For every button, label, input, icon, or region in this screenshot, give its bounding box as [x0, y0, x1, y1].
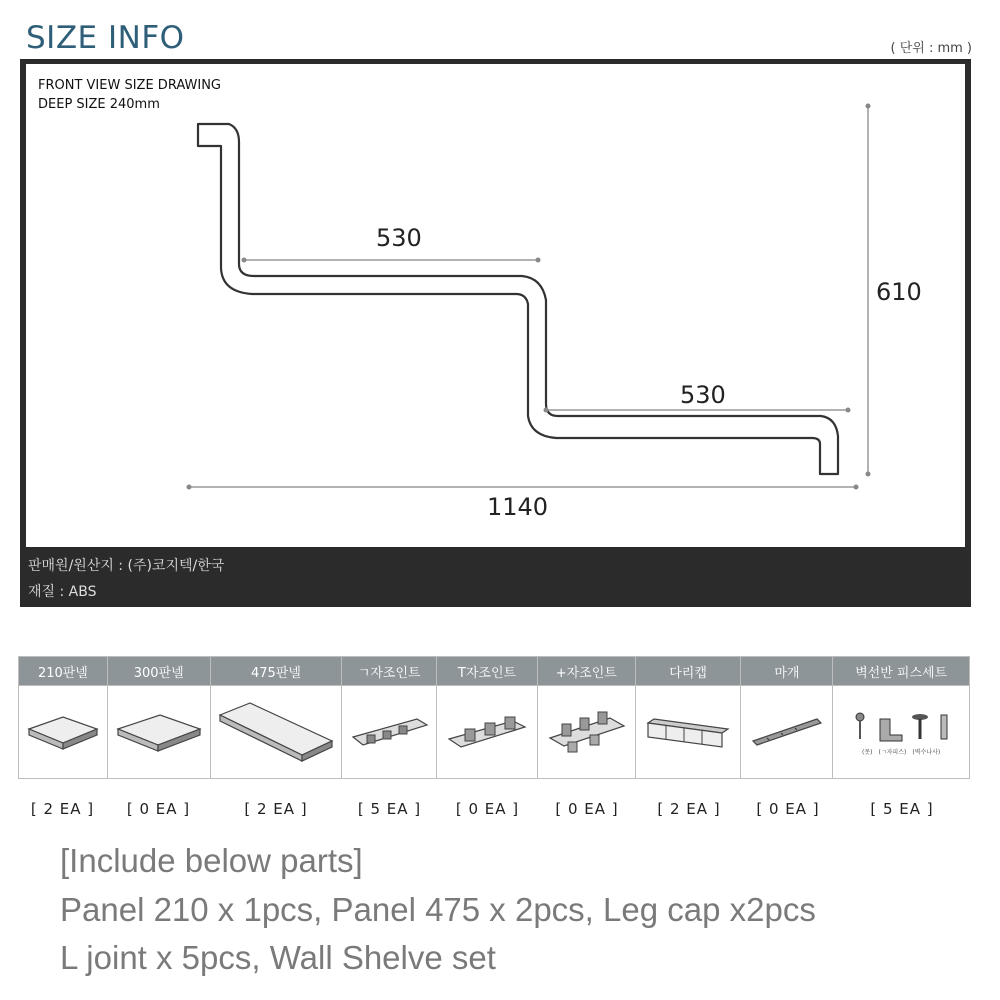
drawing-frame	[20, 59, 971, 607]
drawing-caption-depth: DEEP SIZE 240mm	[38, 97, 160, 112]
panel-large-icon	[216, 697, 336, 767]
screw-label-l-screw: (ㄱ자피스)	[878, 748, 907, 756]
part-name: 마개	[741, 657, 832, 686]
part-col-l-joint	[342, 657, 437, 778]
part-name: 475판넬	[211, 657, 342, 686]
screw-label-wall-screw: (벽수나사)	[912, 748, 941, 756]
note-line-panels: Panel 210 x 1pcs, Panel 475 x 2pcs, Leg cap x2pcs	[60, 891, 816, 928]
shelf-diagram	[26, 64, 965, 547]
seller-origin-text: 판매원/원산지 : (주)코지텍/한국	[28, 558, 225, 574]
part-name: 300판넬	[108, 657, 210, 686]
part-qty: [ 0 EA ]	[756, 800, 820, 818]
note-heading: [Include below parts]	[60, 842, 363, 879]
part-col-210-panel	[19, 657, 108, 778]
part-qty: [ 0 EA ]	[555, 800, 619, 818]
page-title: SIZE INFO	[26, 20, 185, 56]
part-qty: [ 0 EA ]	[126, 800, 191, 818]
shelf-profile	[198, 124, 838, 474]
part-name: 다리캡	[636, 657, 741, 686]
part-col-stopper	[741, 657, 833, 778]
part-name: 210판넬	[19, 657, 107, 686]
leg-cap-icon	[642, 707, 734, 757]
parts-table	[18, 656, 970, 779]
unit-label: ( 단위 : mm )	[890, 41, 972, 56]
part-col-475-panel	[211, 657, 343, 778]
drawing-caption-title: FRONT VIEW SIZE DRAWING	[38, 78, 221, 93]
note-line-joints: L joint x 5pcs, Wall Shelve set	[60, 939, 496, 976]
part-col-cross-joint	[538, 657, 636, 778]
t-joint-icon	[443, 707, 531, 757]
part-name: T자조인트	[437, 657, 537, 686]
part-col-screw-set	[833, 657, 969, 778]
drawing-canvas	[26, 64, 965, 547]
dim-label-height: 610	[876, 278, 922, 306]
dim-label-lower-width: 530	[680, 381, 726, 409]
screw-label-nail: (못)	[862, 748, 873, 756]
part-qty: [ 2 EA ]	[30, 800, 95, 818]
part-name: 벽선반 피스세트	[833, 657, 969, 686]
screw-set-icon	[846, 709, 956, 745]
part-qty: [ 5 EA ]	[870, 800, 934, 818]
part-col-300-panel	[108, 657, 211, 778]
dim-label-total-width: 1140	[487, 493, 549, 521]
part-qty: [ 5 EA ]	[357, 800, 422, 818]
part-qty: [ 2 EA ]	[244, 800, 308, 818]
part-qty: [ 0 EA ]	[455, 800, 520, 818]
part-name: +자조인트	[538, 657, 635, 686]
part-col-leg-cap	[636, 657, 742, 778]
material-text: 재질 : ABS	[28, 584, 97, 600]
panel-medium-icon	[114, 707, 204, 757]
part-col-t-joint	[437, 657, 538, 778]
dim-label-upper-width: 530	[376, 224, 422, 252]
stopper-icon	[747, 707, 827, 757]
part-name: ㄱ자조인트	[342, 657, 436, 686]
panel-small-icon	[25, 707, 101, 757]
part-qty: [ 2 EA ]	[657, 800, 721, 818]
cross-joint-icon	[544, 704, 628, 760]
l-joint-icon	[347, 707, 431, 757]
